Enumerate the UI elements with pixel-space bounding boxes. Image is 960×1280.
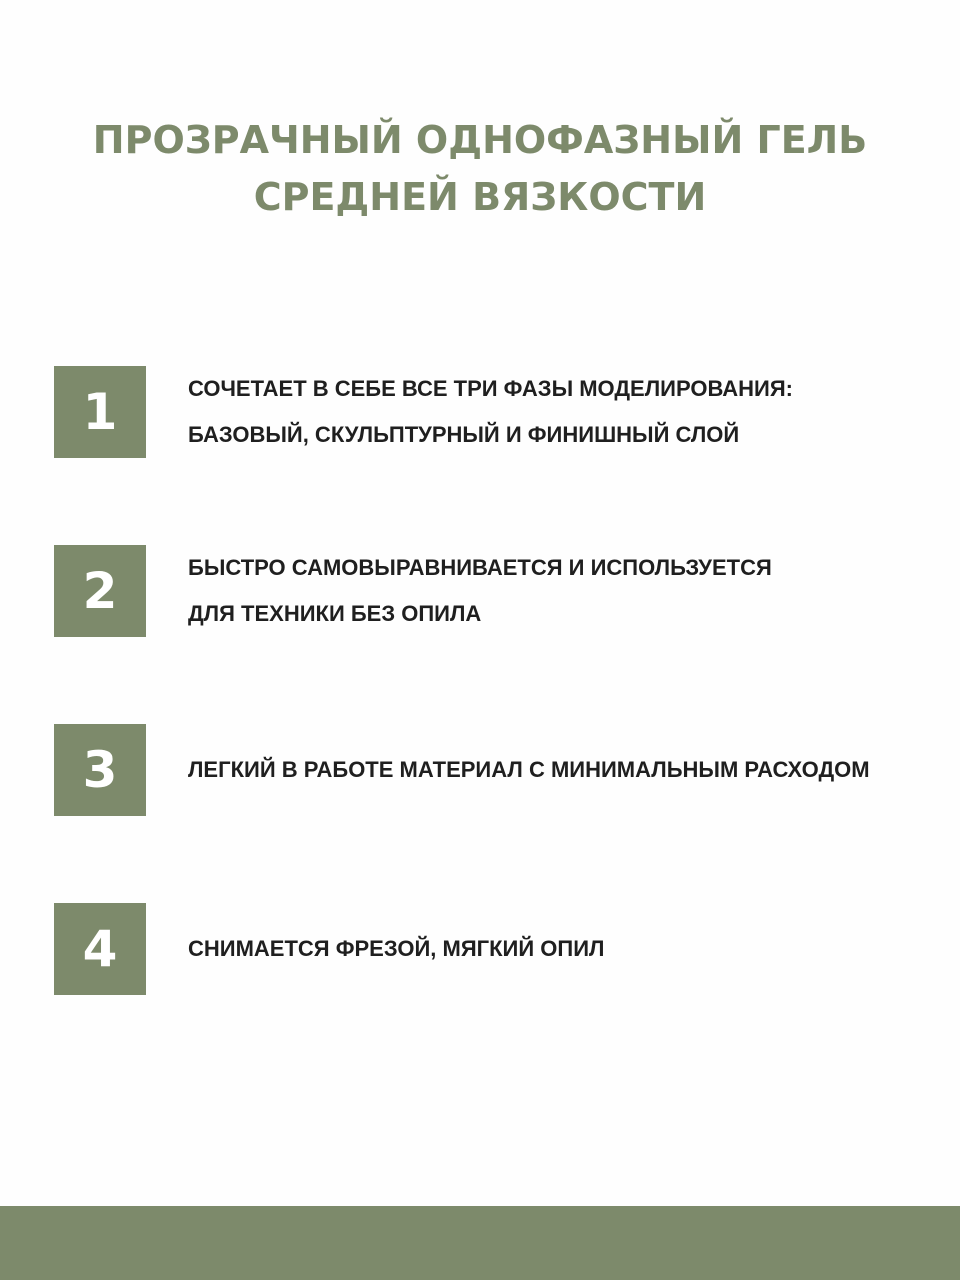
feature-1-line-2: БАЗОВЫЙ, СКУЛЬПТУРНЫЙ И ФИНИШНЫЙ СЛОЙ bbox=[188, 422, 740, 447]
feature-text-1 bbox=[188, 366, 934, 458]
feature-3-line-1: ЛЕГКИЙ В РАБОТЕ МАТЕРИАЛ С МИНИМАЛЬНЫМ РАСХОДОМ bbox=[188, 757, 870, 782]
feature-2-line-2: ДЛЯ ТЕХНИКИ БЕЗ ОПИЛА bbox=[188, 601, 482, 626]
footer-bar bbox=[0, 1206, 960, 1280]
title-line-2: СРЕДНЕЙ ВЯЗКОСТИ bbox=[253, 175, 707, 219]
feature-text-3 bbox=[188, 724, 934, 816]
feature-4-line-1: СНИМАЕТСЯ ФРЕЗОЙ, МЯГКИЙ ОПИЛ bbox=[188, 936, 605, 961]
number-badge-1: 1 bbox=[54, 366, 146, 458]
feature-text-2 bbox=[188, 545, 934, 637]
number-badge-2: 2 bbox=[54, 545, 146, 637]
number-badge-4: 4 bbox=[54, 903, 146, 995]
feature-item-3 bbox=[54, 724, 934, 816]
feature-item-1 bbox=[54, 366, 934, 458]
page-title bbox=[0, 112, 960, 226]
number-badge-3: 3 bbox=[54, 724, 146, 816]
feature-text-4 bbox=[188, 903, 934, 995]
title-line-1: ПРОЗРАЧНЫЙ ОДНОФАЗНЫЙ ГЕЛЬ bbox=[92, 118, 868, 162]
feature-item-2 bbox=[54, 545, 934, 637]
feature-item-4 bbox=[54, 903, 934, 995]
feature-1-line-1: СОЧЕТАЕТ В СЕБЕ ВСЕ ТРИ ФАЗЫ МОДЕЛИРОВАНИЯ: bbox=[188, 376, 793, 401]
feature-2-line-1: БЫСТРО САМОВЫРАВНИВАЕТСЯ И ИСПОЛЬЗУЕТСЯ bbox=[188, 555, 772, 580]
